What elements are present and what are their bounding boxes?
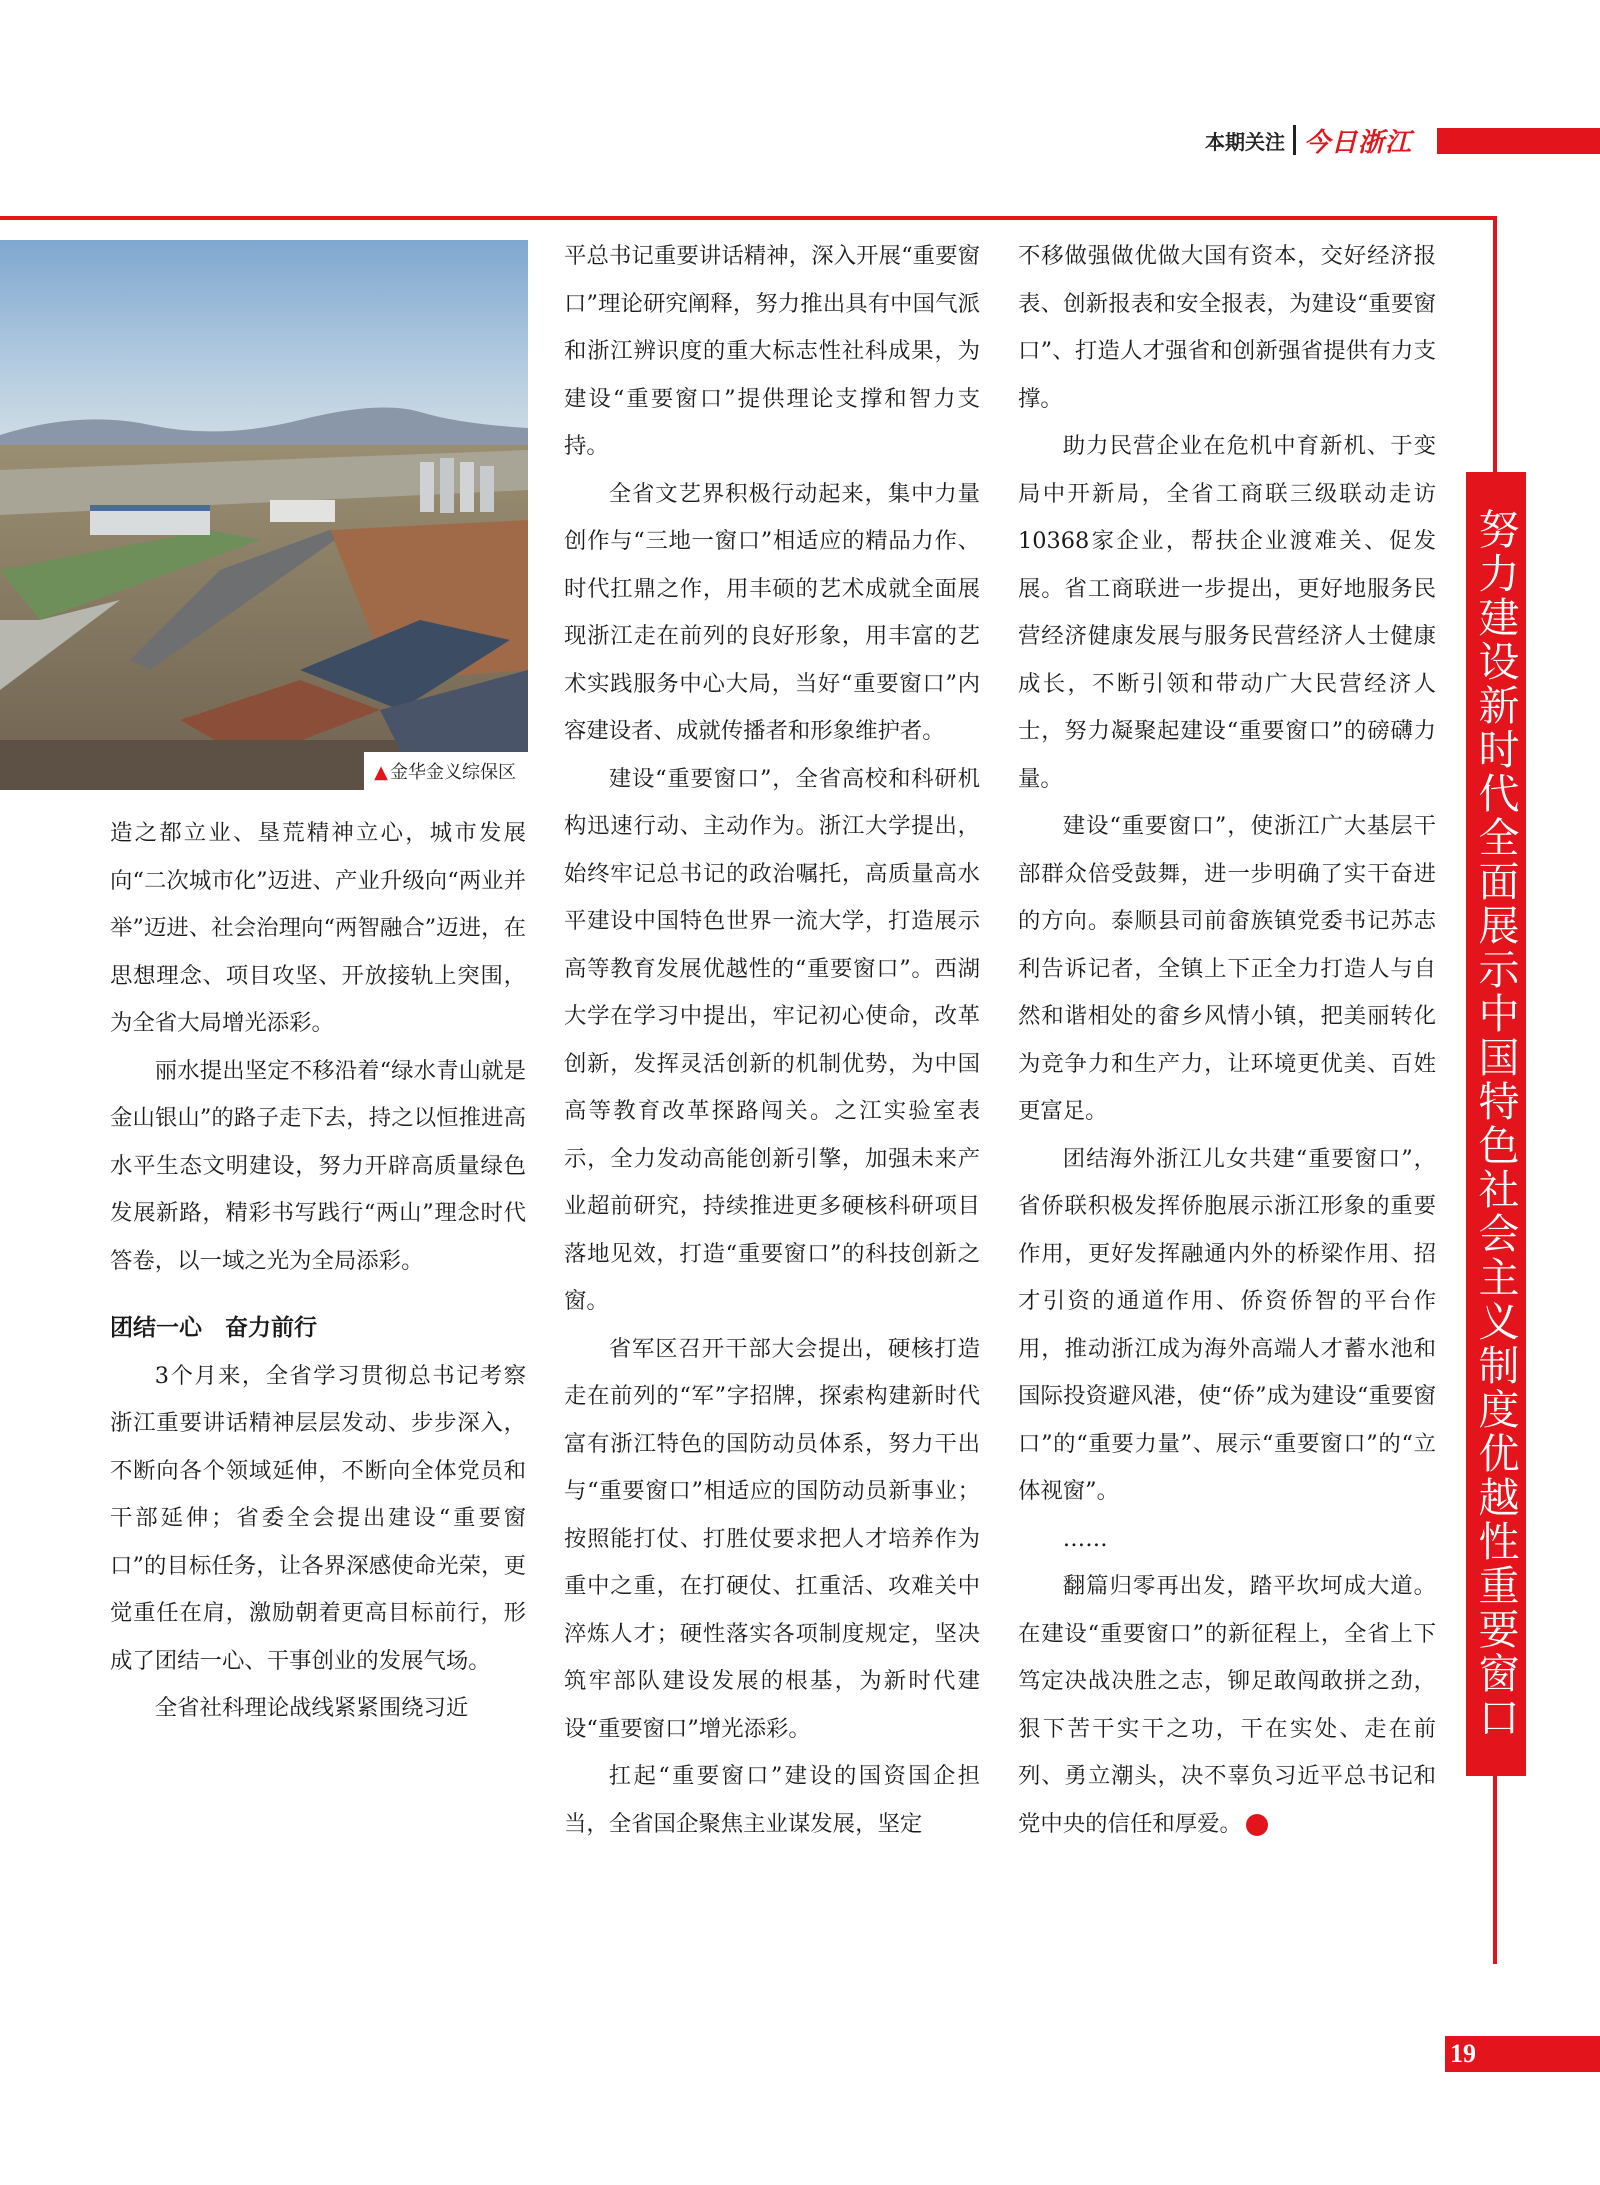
caption-triangle-icon: ▲ — [374, 762, 388, 783]
paragraph: 3个月来，全省学习贯彻总书记考察浙江重要讲话精神层层发动、步步深入，不断向各个领域延伸，不断向全体党员和干部延伸；省委全会提出建设“重要窗口”的目标任务，让各界深感使命光荣，更觉重任在肩，激励朝着更高目标前行，形成了团结一心、干事创业的发展气场。 — [110, 1362, 526, 1674]
paragraph-text: 翻篇归零再出发，踏平坎坷成大道。在建设“重要窗口”的新征程上，全省上下笃定决战决胜之志，铆足敢闯敢拼之劲，狠下苦干实干之功，干在实处、走在前列、勇立潮头，决不辜负习近平总书记和党中央的信任和厚爱。 — [1018, 1573, 1436, 1837]
magazine-brand: 今日浙江 — [1304, 127, 1413, 158]
paragraph: 省军区召开干部大会提出，硬核打造走在前列的“军”字招牌，探索构建新时代富有浙江特色的国防动员体系，努力干出与“重要窗口”相适应的国防动员新事业；按照能打仗、打胜仗要求把人才培养作为重中之重，在打硬仗、扛重活、攻难关中淬炼人才；硬性落实各项制度规定，坚决筑牢部队建设发展的根基，为新时代建设“重要窗口”增光添彩。 — [564, 1335, 980, 1742]
paragraph: 不移做强做优做大国有资本，交好经济报表、创新报表和安全报表，为建设“重要窗口”、打造人才强省和创新强省提供有力支撑。 — [1018, 243, 1436, 412]
paragraph: 助力民营企业在危机中育新机、于变局中开新局，全省工商联三级联动走访10368家企业，帮扶企业渡难关、促发展。省工商联进一步提出，更好地服务民营经济健康发展与服务民营经济人士健康成长，不断引领和带动广大民营经济人士，努力凝聚起建设“重要窗口”的磅礴力量。 — [1018, 433, 1436, 792]
article-column-3 — [1018, 233, 1436, 1848]
article-column-2 — [564, 233, 980, 1848]
paragraph: 平总书记重要讲话精神，深入开展“重要窗口”理论研究阐释，努力推出具有中国气派和浙江辨识度的重大标志性社科成果，为建设“重要窗口”提供理论支撑和智力支持。 — [564, 243, 980, 459]
paragraph: 团结海外浙江儿女共建“重要窗口”，省侨联积极发挥侨胞展示浙江形象的重要作用，更好发挥融通内外的桥梁作用、招才引资的通道作用、侨资侨智的平台作用，推动浙江成为海外高端人才蓄水池和国际投资避风港，使“侨”成为建设“重要窗口”的“重要力量”、展示“重要窗口”的“立体视窗”。 — [1018, 1145, 1436, 1504]
page-number: 19 — [1450, 2039, 1476, 2068]
paragraph: 全省社科理论战线紧紧围绕习近 — [154, 1695, 469, 1721]
article-column-1 — [110, 810, 526, 1733]
paragraph: 扛起“重要窗口”建设的国资国企担当，全省国企聚焦主业谋发展，坚定 — [564, 1763, 980, 1837]
ellipsis: …… — [1062, 1525, 1108, 1552]
photo-caption — [364, 752, 528, 790]
paragraph: 丽水提出坚定不移沿着“绿水青山就是金山银山”的路子走下去，持之以恒推进高水平生态文明建设，努力开辟高质量绿色发展新路，精彩书写践行“两山”理念时代答卷，以一域之光为全局添彩。 — [110, 1057, 526, 1274]
caption-text: 金华金义综保区 — [390, 762, 516, 783]
section-label: 本期关注 — [1205, 129, 1285, 154]
page-header — [1205, 122, 1412, 158]
paragraph: 建设“重要窗口”，使浙江广大基层干部群众倍受鼓舞，进一步明确了实干奋进的方向。泰顺县司前畲族镇党委书记苏志利告诉记者，全镇上下正全力打造人与自然和谐相处的畲乡风情小镇，把美丽转化为竞争力和生产力，让环境更优美、百姓更富足。 — [1018, 813, 1436, 1124]
header-divider — [1293, 125, 1296, 155]
paragraph: 全省文艺界积极行动起来，集中力量创作与“三地一窗口”相适应的精品力作、时代扛鼎之作，用丰硕的艺术成就全面展现浙江走在前列的良好形象，用丰富的艺术实践服务中心大局，当好“重要窗口”内容建设者、成就传播者和形象维护者。 — [564, 480, 980, 744]
paragraph: 造之都立业、垦荒精神立心，城市发展向“二次城市化”迈进、产业升级向“两业并举”迈进、社会治理向“两智融合”迈进，在思想理念、项目攻坚、开放接轨上突围，为全省大局增光添彩。 — [110, 820, 526, 1036]
section-subheading: 团结一心 奋力前行 — [110, 1315, 317, 1341]
photo-aerial-view — [0, 240, 528, 790]
paragraph-final — [1018, 1563, 1436, 1848]
end-mark-icon: 今 — [1246, 1814, 1268, 1836]
paragraph-gap — [110, 1285, 526, 1305]
header-accent-bar — [1437, 128, 1600, 154]
vertical-title-banner — [1466, 472, 1526, 1776]
paragraph: 建设“重要窗口”，全省高校和科研机构迅速行动、主动作为。浙江大学提出，始终牢记总书记的政治嘱托，高质量高水平建设中国特色世界一流大学，打造展示高等教育发展优越性的“重要窗口”。西湖大学在学习中提出，牢记初心使命，改革创新，发挥灵活创新的机制优势，为中国高等教育改革探路闯关。之江实验室表示，全力发动高能创新引擎，加强未来产业超前研究，持续推进更多硬核科研项目落地见效，打造“重要窗口”的科技创新之窗。 — [564, 765, 980, 1314]
frame-top-rule — [0, 216, 1497, 220]
vertical-title-text: 努力建设新时代全面展示中国特色社会主义制度优越性重要窗口 — [1471, 508, 1520, 1740]
article-photo — [0, 240, 528, 790]
